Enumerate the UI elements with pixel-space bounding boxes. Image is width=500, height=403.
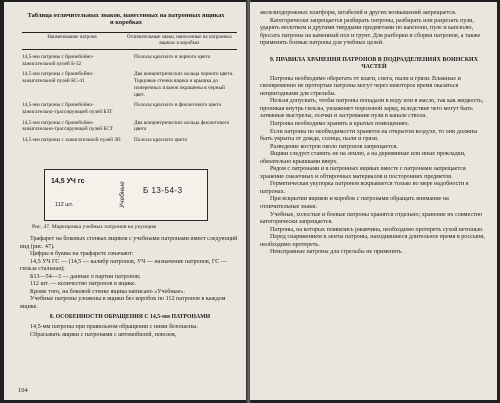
stencil-figure [44, 169, 208, 221]
paragraph: Разведение костров около патронов запрещается. [270, 143, 398, 150]
table-row [22, 102, 237, 115]
row-mark: Два концентрических кольца фиолетового цвета [133, 119, 230, 133]
paragraph: При вскрытии ящиков и коробок с патронами обращать внимание на отличительные знаки. [260, 196, 449, 211]
paragraph: Учебные патроны уложены в ящики без коробок по 112 патронов в каждом ящике. [20, 296, 226, 310]
stencil-lot: Б 13-54-3 [143, 186, 183, 195]
paragraph: Сбрасывать ящики с патронами с автомобилей, повозок, [30, 331, 177, 338]
paragraph: Неисправные патроны для стрельбы не применять. [270, 249, 403, 256]
right-text [260, 10, 488, 257]
table-row [22, 54, 237, 67]
paragraph: 112 шт. — количество патронов в ящике. [30, 281, 137, 288]
row-name: 14,5-мм патроны с бронебойно-зажигательно-трассирующей пулей БСТ [22, 119, 114, 133]
paragraph: Категорически запрещается разбирать патроны, разбирать или разрезать пули, ударять молотком и другими твердыми предметами по капсюлю, пуле и капсюлю, бросать патроны на каменный пол и грунт. Для разборки и сборки патронов, а также применять боевые патроны для учебных целей. [260, 17, 481, 47]
row-mark: Полосы красного цвета [133, 137, 187, 144]
paragraph: 14,5 УЧ ГС — (14,5 — калибр патронов, УЧ — назначение патронов, ГС — гильза стальная); [20, 258, 227, 273]
paragraph: Герметическая укупорка патронов вскрывается только во мере надобности в патронах. [260, 181, 469, 195]
table-row [22, 71, 237, 98]
right-page [250, 2, 497, 400]
row-mark: Полосы красного и черного цвета [133, 54, 211, 60]
figure-caption: Рис. 47. Маркировка учебных патронов на укупорке [32, 224, 157, 230]
header-marks: Отличительные знаки, нанесенные на патронных ящиках и коробках [126, 35, 233, 46]
paragraph: Перед снаряжением в ленты патроны, находившиеся длительное время в россыпи, необходимо протереть. [260, 234, 486, 248]
table-row [22, 120, 237, 133]
table-header [22, 32, 237, 50]
header-patron: Наименование патрона [47, 35, 97, 40]
paragraph: железнодорожных платформ, штабелей и других возвышений запрещается. [260, 10, 457, 16]
paragraph: Учебные, холостые и боевые патроны хранятся отдельно; хранение их совместно категорически запрещается. [260, 211, 483, 226]
row-name: 14,5-мм патроны с бронебойно-зажигательной пулей БС-41 [22, 71, 94, 85]
paragraph: Кроме того, на боковой стенке ящика написано «Учебные». [30, 288, 186, 295]
stencil-quantity: 112 шт. [55, 202, 74, 208]
paragraph: 14,5-мм патроны при правильном обращении с ними безопасны. [30, 324, 198, 331]
paragraph: Если патроны по необходимости хранятся на открытом воздухе, то они должны быть укрыты от дождя, солнца, пыли и грязи. [260, 128, 478, 143]
table-title: Таблица отличительных знаков, нанесенных на патронных ящиках и коробках [27, 12, 225, 27]
section-heading: 8. ОСОБЕННОСТИ ОБРАЩЕНИЯ С 14,5-мм ПАТРОНАМИ [49, 314, 211, 321]
row-name: 14,5-мм патроны с бронебойно-зажигательной пулей Б-32 [22, 54, 94, 67]
paragraph: Патроны необходимо хранить в крытых помещениях. [270, 121, 410, 128]
marks-table [22, 32, 237, 144]
paragraph: Ящики следует ставить не на землю, а на деревянные или иные прокладки, обязательно крышками вверх. [260, 151, 466, 165]
row-mark: Два концентрических кольца черного цвета. Торцовые стенки ящика и крышка до поперечных планок окрашены в черный цвет. [133, 71, 234, 98]
paragraph: Нельзя допускать, чтобы патроны попадали в воду или в масло, так как жидкость, проникая внутрь гильзы, увлажняет пороховой заряд, вследствие чего могут быть затяжные выстрелы, осечки и застревание пули в канале ствола. [260, 98, 484, 120]
page-number: 104 [18, 387, 28, 394]
left-text [20, 236, 240, 339]
row-mark: Полосы красного и фиолетового цвета [133, 102, 221, 109]
row-name: 14,5-мм патроны с зажигательной пулей ЗП [22, 137, 121, 144]
paragraph: Цифры и буквы на трафарете означают: [30, 251, 134, 258]
stencil-training-label: Учебные [119, 181, 126, 208]
paragraph: Трафарет на боковых стенках ящиков с учебными патронами имеет следующий вид (рис. 47). [20, 236, 238, 250]
left-page [4, 2, 247, 400]
stencil-caliber: 14,5 УЧ гс [51, 178, 85, 185]
paragraph: Б13—54—3 — данные о партии патронов; [30, 273, 141, 280]
table-row [22, 137, 237, 144]
paragraph: Патроны, на которых появились ржавчина, необходимо протереть сухой ветошью. [270, 226, 484, 233]
section-heading: 9. ПРАВИЛА ХРАНЕНИЯ ПАТРОНОВ В ПОДРАЗДЕЛЕНИЯХ ВОИНСКИХ ЧАСТЕЙ [269, 56, 479, 70]
row-name: 14,5-мм патроны с бронебойно-зажигательно-трассирующей пулей БЗТ [22, 102, 113, 115]
paragraph: Патроны необходимо оберегать от влаги, снега, пыли и грязи. Влажные и своевременно не протертые патроны могут через некоторое время оказаться непригодными для стрельбы. [260, 75, 461, 97]
paragraph: Рядом с патронами и в патронных ящиках вместе с патронами запрещается хранение смазочных и обтирочных материалов и посторонних предметов. [260, 166, 466, 180]
